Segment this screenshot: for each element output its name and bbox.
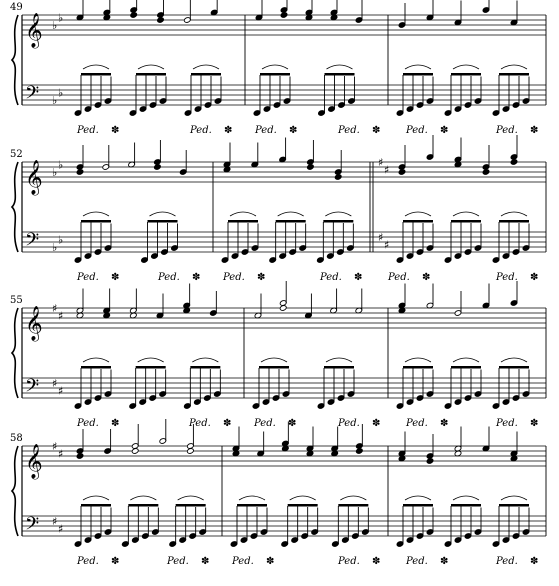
slur	[501, 212, 527, 216]
pedal-release-mark: ✽	[440, 418, 449, 429]
pedal-release-mark: ✽	[372, 418, 381, 429]
pedal-mark: Ped.	[320, 272, 342, 283]
note-head	[131, 448, 139, 455]
pedal-release-mark: ✽	[224, 125, 233, 136]
beam	[403, 366, 433, 369]
measure-number: 58	[10, 433, 23, 444]
slur	[290, 496, 316, 500]
pedal-mark: Ped.	[255, 125, 277, 136]
note-head	[398, 169, 406, 176]
beam	[136, 366, 166, 369]
pedal-mark: Ped.	[496, 556, 518, 567]
beam	[136, 73, 166, 76]
pedal-mark: Ped.	[190, 125, 212, 136]
treble-key-flat-sign: ♭	[52, 19, 58, 32]
slur	[501, 65, 527, 69]
pedal-mark: Ped.	[77, 418, 99, 429]
slur	[278, 212, 304, 216]
slur	[178, 496, 204, 500]
treble-keychange-sharp-sign: ♯	[384, 163, 390, 177]
beam	[81, 220, 111, 223]
treble-clef: 𝄞	[25, 306, 43, 341]
beam	[148, 220, 178, 223]
slur	[239, 496, 265, 500]
treble-key-sharp-sign: ♯	[58, 447, 64, 461]
slur	[453, 496, 479, 500]
beam	[288, 504, 318, 507]
pedal-release-mark: ✽	[223, 418, 232, 429]
brace	[12, 162, 18, 252]
pedal-mark: Ped.	[77, 556, 99, 567]
pedal-release-mark: ✽	[201, 556, 210, 567]
pedal-release-mark: ✽	[192, 272, 201, 283]
pedal-mark: Ped.	[406, 556, 428, 567]
pedal-mark: Ped.	[338, 418, 360, 429]
note-head	[279, 305, 287, 312]
pedal-release-mark: ✽	[111, 418, 120, 429]
beam	[191, 73, 221, 76]
beam	[260, 73, 290, 76]
slur	[340, 496, 366, 500]
beam	[499, 504, 529, 507]
beam	[176, 504, 206, 507]
treble-key-sharp-sign: ♯	[58, 309, 64, 323]
treble-key-flat-sign: ♭	[52, 166, 58, 179]
beam	[451, 220, 481, 223]
brace	[12, 446, 18, 536]
note-head	[157, 17, 165, 24]
beam	[228, 220, 258, 223]
slur	[230, 212, 256, 216]
pedal-release-mark: ✽	[257, 272, 266, 283]
pedal-release-mark: ✽	[530, 272, 539, 283]
pedal-release-mark: ✽	[440, 125, 449, 136]
beam	[499, 73, 529, 76]
pedal-release-mark: ✽	[289, 125, 298, 136]
pedal-mark: Ped.	[338, 556, 360, 567]
pedal-release-mark: ✽	[440, 556, 449, 567]
slur	[83, 358, 109, 362]
pedal-release-mark: ✽	[372, 125, 381, 136]
slur	[405, 496, 431, 500]
pedal-mark: Ped.	[223, 272, 245, 283]
pedal-mark: Ped.	[167, 556, 189, 567]
beam	[403, 504, 433, 507]
slur	[138, 358, 164, 362]
beam	[451, 366, 481, 369]
pedal-release-mark: ✽	[111, 125, 120, 136]
beam	[338, 504, 368, 507]
beam	[237, 504, 267, 507]
pedal-mark: Ped.	[77, 272, 99, 283]
pedal-mark: Ped.	[254, 418, 276, 429]
note-head	[154, 164, 162, 171]
pedal-mark: Ped.	[406, 125, 428, 136]
pedal-mark: Ped.	[232, 556, 254, 567]
slur	[405, 358, 431, 362]
slur	[150, 212, 176, 216]
bass-clef: 𝄢	[25, 514, 40, 539]
pedal-mark: Ped.	[388, 272, 410, 283]
bass-clef: 𝄢	[25, 376, 40, 401]
pedal-release-mark: ✽	[530, 125, 539, 136]
bass-clef: 𝄢	[25, 83, 40, 108]
bass-key-flat-sign: ♭	[58, 233, 64, 247]
slur	[192, 358, 218, 362]
bass-key-flat-sign: ♭	[58, 86, 64, 100]
treble-clef: 𝄞	[25, 444, 43, 479]
pedal-release-mark: ✽	[266, 556, 275, 567]
treble-key-sharp-sign: ♯	[52, 302, 58, 315]
treble-clef: 𝄞	[25, 13, 43, 48]
note-head	[510, 159, 518, 166]
slur	[130, 496, 156, 500]
beam	[276, 220, 306, 223]
bass-key-sharp-sign: ♯	[52, 515, 58, 528]
measure-number: 52	[10, 149, 23, 160]
slur	[261, 358, 287, 362]
note-head	[76, 453, 84, 460]
beam	[499, 366, 529, 369]
note-head	[130, 12, 138, 19]
beam	[81, 366, 111, 369]
pedal-release-mark: ✽	[530, 418, 539, 429]
bass-key-flat-sign: ♭	[52, 94, 58, 107]
note-head	[280, 12, 288, 19]
beam	[81, 504, 111, 507]
pedal-mark: Ped.	[158, 272, 180, 283]
treble-key-flat-sign: ♭	[58, 158, 64, 172]
beam	[324, 366, 354, 369]
pedal-mark: Ped.	[338, 125, 360, 136]
note-head	[426, 458, 434, 465]
slur	[83, 212, 109, 216]
note-head	[482, 169, 490, 176]
treble-keychange-sharp-sign: ♯	[378, 156, 384, 169]
slur	[405, 212, 431, 216]
brace	[12, 15, 18, 105]
pedal-release-mark: ✽	[354, 272, 363, 283]
pedal-release-mark: ✽	[372, 556, 381, 567]
bass-key-sharp-sign: ♯	[52, 377, 58, 390]
slur	[327, 65, 353, 69]
pedal-mark: Ped.	[77, 125, 99, 136]
pedal-mark: Ped.	[496, 418, 518, 429]
slur	[83, 65, 109, 69]
bass-clef: 𝄢	[25, 230, 40, 255]
bass-keychange-sharp-sign: ♯	[378, 231, 384, 244]
note-head	[76, 169, 84, 176]
treble-key-sharp-sign: ♯	[52, 440, 58, 453]
pedal-release-mark: ✽	[288, 418, 297, 429]
slur	[83, 496, 109, 500]
beam	[323, 220, 353, 223]
measure-number: 49	[10, 2, 23, 13]
beam	[128, 504, 158, 507]
beam	[190, 366, 220, 369]
beam	[451, 73, 481, 76]
slur	[262, 65, 288, 69]
pedal-release-mark: ✽	[111, 556, 120, 567]
treble-clef: 𝄞	[25, 160, 43, 195]
slur	[326, 358, 352, 362]
pedal-release-mark: ✽	[422, 272, 431, 283]
treble-key-flat-sign: ♭	[58, 11, 64, 25]
note-head	[356, 448, 364, 455]
pedal-release-mark: ✽	[111, 272, 120, 283]
bass-key-sharp-sign: ♯	[58, 384, 64, 398]
bass-key-flat-sign: ♭	[52, 241, 58, 254]
bass-keychange-sharp-sign: ♯	[384, 238, 390, 252]
measure-number: 55	[10, 295, 23, 306]
bass-key-sharp-sign: ♯	[58, 522, 64, 536]
pedal-release-mark: ✽	[530, 556, 539, 567]
beam	[325, 73, 355, 76]
beam	[499, 220, 529, 223]
slur	[453, 358, 479, 362]
brace	[12, 308, 18, 398]
slur	[138, 65, 164, 69]
slur	[501, 496, 527, 500]
beam	[403, 220, 433, 223]
note-head	[334, 174, 342, 181]
beam	[81, 73, 111, 76]
slur	[193, 65, 219, 69]
note-head	[307, 164, 315, 171]
pedal-mark: Ped.	[496, 272, 518, 283]
slur	[405, 65, 431, 69]
beam	[403, 73, 433, 76]
pedal-mark: Ped.	[496, 125, 518, 136]
slur	[325, 212, 351, 216]
pedal-mark: Ped.	[189, 418, 211, 429]
beam	[259, 366, 289, 369]
slur	[453, 212, 479, 216]
pedal-mark: Ped.	[406, 418, 428, 429]
slur	[453, 65, 479, 69]
beam	[451, 504, 481, 507]
note-head	[187, 448, 195, 455]
slur	[501, 358, 527, 362]
